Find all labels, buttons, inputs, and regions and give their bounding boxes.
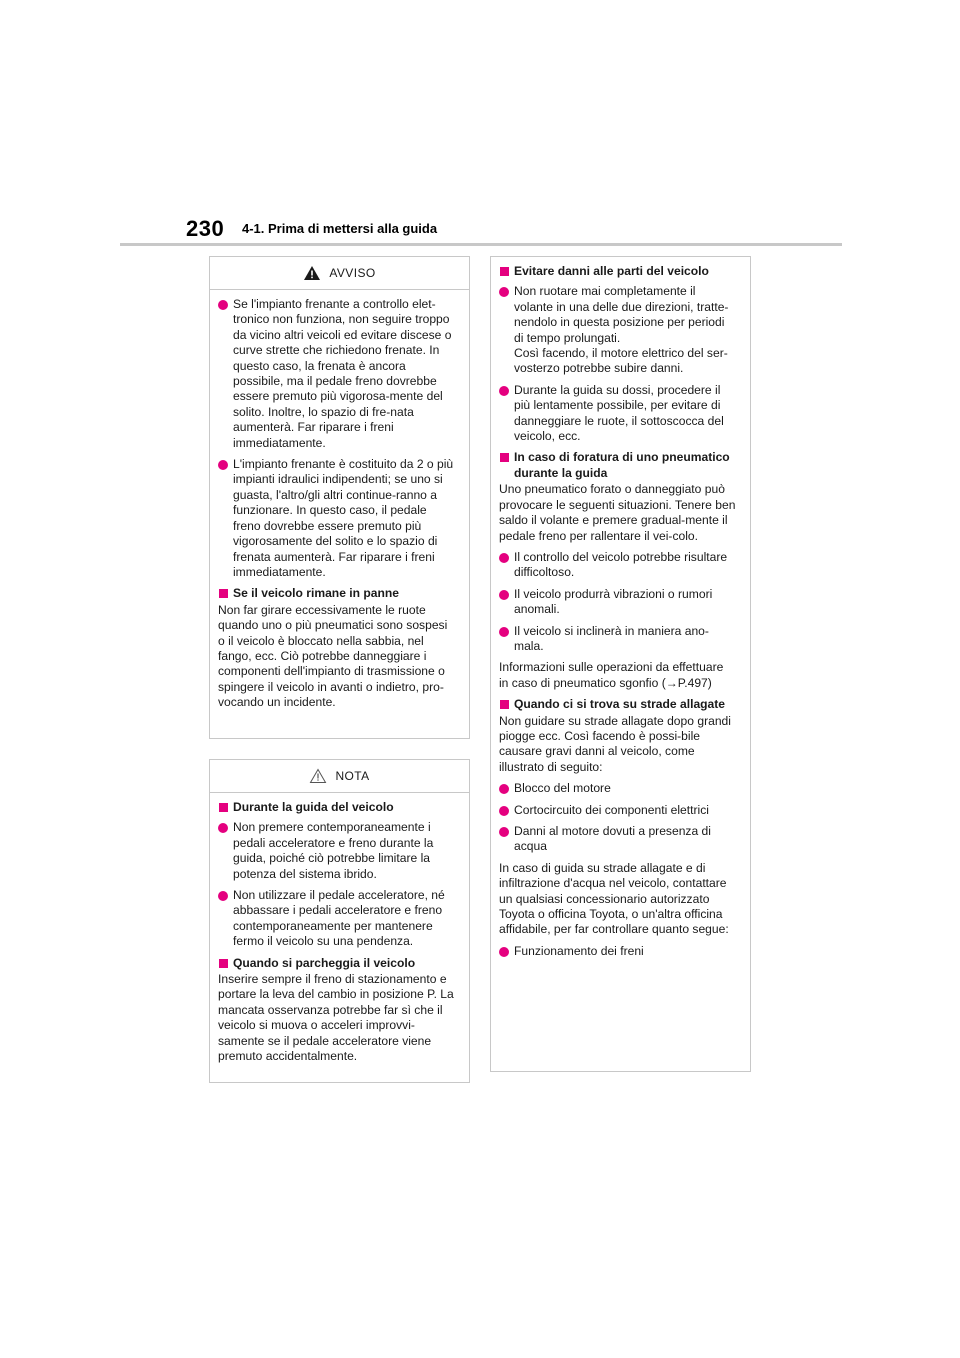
list-item: Durante la guida su dossi, procedere il più lentamente possibile, per evitare di danneggiare le ruote, il sottoscocca del veicolo, ecc.: [499, 383, 736, 445]
page-number: 230: [186, 216, 225, 241]
section-heading: Quando si parcheggia il veicolo: [218, 956, 455, 971]
nota-title: NOTA: [335, 769, 370, 783]
section-heading: Durante la guida del veicolo: [218, 800, 455, 815]
warning-icon: [303, 265, 321, 281]
nota-header: [210, 760, 469, 793]
paragraph: Non guidare su strade allagate dopo grandi piogge ecc. Così facendo è possi-bile causare gravi danni al veicolo, come illustrato di seguito:: [499, 713, 731, 774]
paragraph: In caso di guida su strade allagate e di infiltrazione d'acqua nel veicolo, contattare un qualsiasi concessionario autorizzato Toyota o officina Toyota, o un'altra officina affidabile, per far controllare quanto segue:: [499, 860, 729, 937]
avviso-box: [209, 256, 470, 739]
list-item-text: Così facendo, il motore elettrico del ser-vosterzo potrebbe subire danni.: [514, 346, 728, 376]
section-title: 4-1. Prima di mettersi alla guida: [242, 221, 438, 236]
list-item: Il controllo del veicolo potrebbe risultare difficoltoso.: [499, 550, 736, 581]
page-header: [0, 0, 960, 250]
list-item: Cortocircuito dei componenti elettrici: [499, 803, 736, 818]
section-heading: Quando ci si trova su strade allagate: [499, 697, 736, 712]
avviso-title: AVVISO: [329, 266, 376, 280]
avviso-content: [218, 290, 455, 711]
list-item: Il veicolo produrrà vibrazioni o rumori anomali.: [499, 587, 736, 618]
arrow-right-icon: →: [665, 675, 678, 690]
list-item: Non utilizzare il pedale acceleratore, né abbassare i pedali acceleratore e freno contemporaneamente per mantenere fermo il veicolo su una pendenza.: [218, 888, 455, 950]
list-item: Il veicolo si inclinerà in maniera ano-mala.: [499, 624, 736, 655]
list-item-text: Non ruotare mai completamente il volante in una delle due direzioni, tratte-nendolo in questa posizione per periodi di tempo prolungati.: [514, 284, 729, 345]
list-item: Non premere contemporaneamente i pedali acceleratore e freno durante la guida, poiché ciò potrebbe limitare la potenza del sistema ibrido.: [218, 820, 455, 882]
paragraph: Uno pneumatico forato o danneggiato può provocare le seguenti situazioni. Tenere ben saldo il volante e premere gradual-mente il pedale freno per rallentare il vei-colo.: [499, 482, 736, 543]
list-item: L'impianto frenante è costituito da 2 o più impianti idraulici indipendenti; se uno si guasta, l'altro/gli altri continue-ranno a funzionare. In questo caso, il pedale freno dovrebbe essere premuto più vigorosamente del solito e lo spazio di frenata aumenterà. Far riparare i freni immediatamente.: [218, 457, 455, 580]
list-item: Funzionamento dei freni: [499, 944, 736, 959]
section-heading: Evitare danni alle parti del veicolo: [499, 264, 736, 279]
page-reference-link[interactable]: P.497): [677, 675, 712, 690]
paragraph-text: Informazioni sulle operazioni da effettuare in caso di pneumatico sgonfio (: [499, 660, 724, 690]
list-item: [499, 284, 736, 376]
list-item: Danni al motore dovuti a presenza di acqua: [499, 824, 736, 855]
list-item: Blocco del motore: [499, 781, 736, 796]
right-notice-box: [490, 256, 751, 1072]
right-content: [499, 264, 736, 959]
paragraph: [499, 660, 736, 691]
caution-outline-icon: [309, 768, 327, 784]
section-heading: Se il veicolo rimane in panne: [218, 586, 455, 601]
avviso-header: [210, 257, 469, 290]
section-heading: In caso di foratura di uno pneumatico durante la guida: [499, 450, 736, 481]
nota-content: [218, 793, 455, 1065]
list-item: Se l'impianto frenante a controllo elet-tronico non funziona, non seguire troppo da vicino altri veicoli ed evitare discese o curve strette che richiedono frenate. In questo caso, la frenata è ancora possibile, ma il pedale freno dovrebbe essere premuto più vigorosa-mente del solito. Inoltre, lo spazio di fre-nata aumenterà. Far riparare i freni immediatamente.: [218, 297, 455, 451]
paragraph: Non far girare eccessivamente le ruote quando uno o più pneumatici sono sospesi o il veicolo è bloccato nella sabbia, nel fango, ecc. Ciò potrebbe danneggiare i componenti dell'impianto di trasmissione o spingere il veicolo in avanti o indietro, pro-vocando un incidente.: [218, 602, 448, 710]
paragraph: Inserire sempre il freno di stazionamento e portare la leva del cambio in posizione P. La mancata osservanza potrebbe far sì che il veicolo si muova o acceleri improvvi-samente se il pedale acceleratore viene premuto accidentalmente.: [218, 972, 454, 1064]
header-divider: [120, 243, 842, 246]
nota-box: [209, 759, 470, 1083]
